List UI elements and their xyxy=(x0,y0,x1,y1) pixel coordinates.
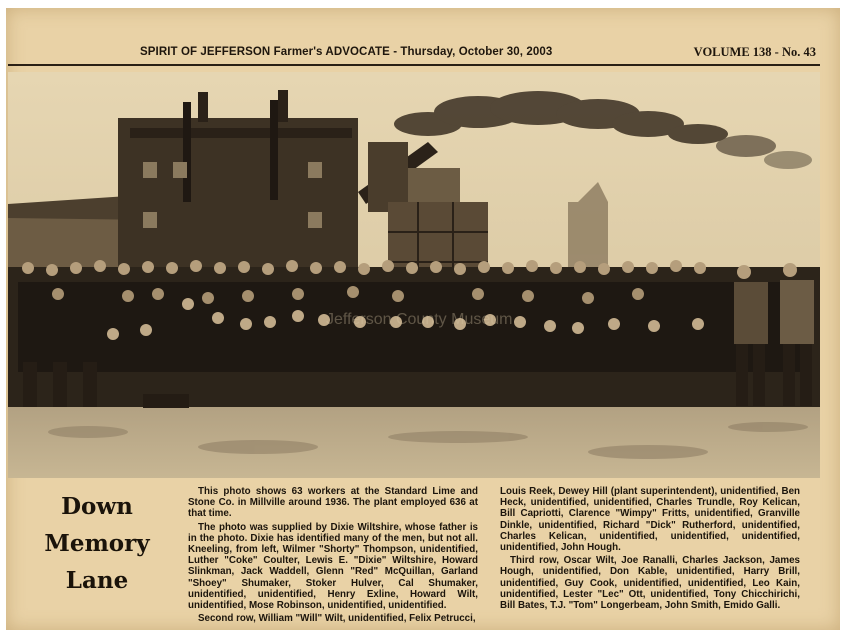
masthead-title: SPIRIT OF JEFFERSON Farmer's ADVOCATE - Thursday, October 30, 2003 xyxy=(140,46,553,58)
caption-paragraph: Louis Reek, Dewey Hill (plant superintendent), unidentified, Ben Heck, unidentified, unidentified, Charles Trundle, Roy Kelican, Bill Capriotti, Clarence "Wimpy" Fritts, unidentified, Granville Dinkle, unidentified, Richard "Dick" Rutherford, unidentified, Charles Kelican, unidentified, unidentified, unidentified, unidentified, John Hough. xyxy=(500,486,800,554)
caption-paragraph: Second row, William "Will" Wilt, unidentified, Felix Petrucci, xyxy=(198,613,476,625)
masthead xyxy=(8,44,820,66)
headline xyxy=(22,488,172,599)
caption-paragraph: This photo shows 63 workers at the Standard Lime and Stone Co. in Millville around 1936. The plant employed 636 at that time. xyxy=(188,486,478,520)
masthead-volume: VOLUME 138 - No. 43 xyxy=(693,45,816,59)
headline-line-1: Down xyxy=(61,493,133,520)
historic-group-photo xyxy=(8,72,820,478)
headline-line-2: Memory xyxy=(44,530,150,557)
caption-paragraph: The photo was supplied by Dixie Wiltshire, whose father is in the photo. Dixie has identified many of the men, but not all. Kneeling, from left, Wilmer "Shorty" Thompson, unidentified, Luther "Coke" Coulter, Lewis E. "Dixie" Wiltshire, Howard Slinkman, Jack Waddell, Glenn "Red" McQuillan, Garland "Shoey" Shumaker, Stoker Hulver, Cal Shumaker, unidentified, unidentified, Henry Exline, Howard Wilt, unidentified, Mose Robinson, unidentified, unidentified. xyxy=(188,521,478,612)
caption-column-2 xyxy=(500,486,800,611)
caption-paragraph: Third row, Oscar Wilt, Joe Ranalli, Charles Jackson, James Hough, unidentified, Don Kable, unidentified, Harry Brill, unidentified, Guy Cook, unidentified, unidentified, Leo Kain, unidentified, Lester "Lec" Ott, unidentified, Tony Chicchirichi, Bill Bates, T.J. "Tom" Longerbeam, John Smith, Emido Galli. xyxy=(500,555,800,612)
headline-line-3: Lane xyxy=(65,567,129,594)
caption-column-1 xyxy=(188,486,478,624)
museum-watermark: Jefferson County Museum xyxy=(326,311,513,328)
